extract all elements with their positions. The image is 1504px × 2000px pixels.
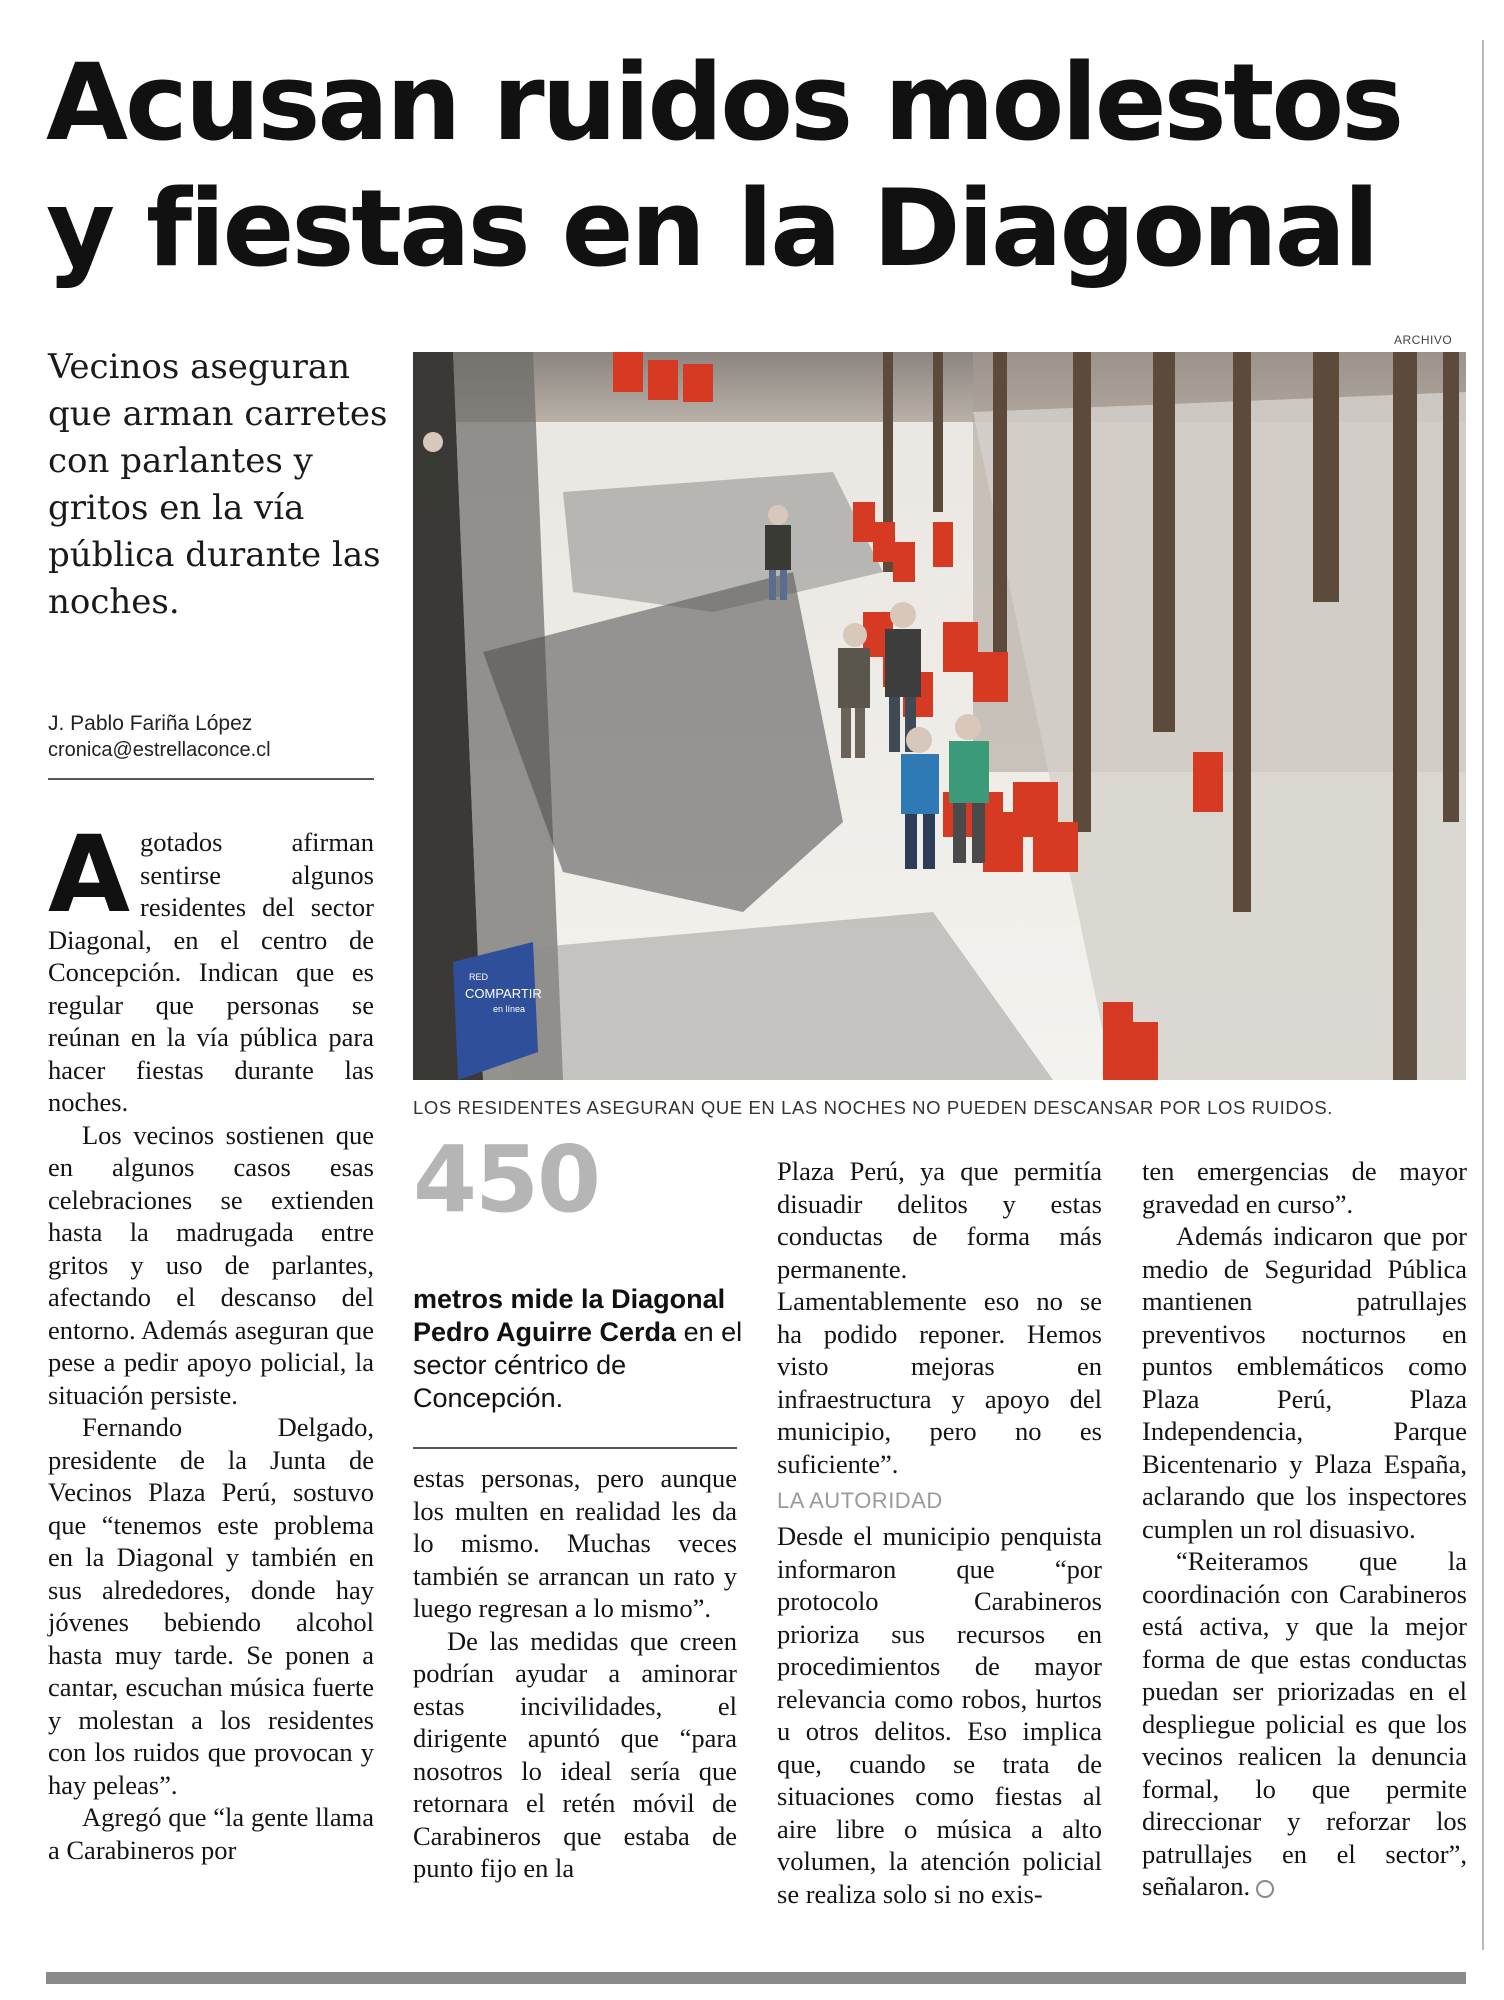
paragraph-2: Los vecinos sostienen que en algunos casos esas celebraciones se extienden hasta la madrugada entre gritos y uso de parlantes, afectando el descanso del entorno. Además aseguran que pese a pedir apoyo policial, la situación persiste.: [48, 1119, 374, 1410]
end-mark-icon: [1256, 1880, 1274, 1898]
article-column-4: [1142, 1155, 1467, 1903]
paragraph-6: De las medidas que creen podrían ayudar a aminorar estas incivilidades, el dirigente apuntó que “para nosotros lo ideal sería que retornara el retén móvil de Carabineros que estaba de punto fijo en la: [413, 1625, 737, 1883]
article-column-1: [48, 813, 374, 1866]
photo-caption: LOS RESIDENTES ASEGURAN QUE EN LAS NOCHES NO PUEDEN DESCANSAR POR LOS RUIDOS.: [413, 1097, 1334, 1118]
article-column-3-cont: [777, 1520, 1102, 1910]
sign-line-2: COMPARTIR: [465, 986, 542, 1001]
section-subhead: LA AUTORIDAD: [777, 1488, 943, 1513]
sign-line-1: RED: [469, 972, 489, 982]
paragraph-1-text: gotados afirman sentirse algunos residentes del sector Diagonal, en el centro de Concepción. Indican que es regular que personas se reúnan en la vía pública para hacer fiestas durante las noches.: [48, 827, 374, 1117]
paragraph-11: [1142, 1545, 1467, 1903]
byline: [48, 710, 271, 764]
stat-divider: [413, 1447, 737, 1449]
paragraph-1: [48, 813, 374, 1119]
headline: [46, 40, 1486, 292]
paragraph-11-text: “Reiteramos que la coordinación con Carabineros está activa, y que la mejor forma de que estas conductas puedan ser priorizadas en el despliegue policial es que los vecinos realicen la denuncia formal, lo que permite direccionar y reforzar los patrullajes en el sector”, señalaron.: [1142, 1546, 1467, 1901]
byline-email[interactable]: cronica@estrellaconce.cl: [48, 739, 271, 761]
page-edge-line: [1482, 40, 1484, 1950]
byline-divider: [48, 778, 374, 780]
bottom-bar: [46, 1972, 1466, 1984]
sign-line-3: en línea: [493, 1004, 526, 1014]
paragraph-8: Desde el municipio penquista informaron que “por protocolo Carabineros prioriza sus recursos en procedimientos de mayor relevancia como robos, hurtos u otros delitos. Eso implica que, cuando se trata de situaciones como fiestas al aire libre o música a alto volumen, la atención policial se realiza solo si no exis-: [777, 1521, 1102, 1909]
headline-line-2: y fiestas en la Diagonal: [46, 167, 1377, 290]
photo-credit: ARCHIVO: [1394, 333, 1453, 347]
article-photo: [413, 352, 1466, 1080]
stat-rest: en el sector céntrico de Concepción.: [413, 1317, 743, 1413]
stat-bold: metros mide la Diagonal Pedro Aguirre Cerda: [413, 1284, 726, 1347]
dek-subtitle: Vecinos aseguran que arman carretes con parlantes y gritos en la vía pública durante las noches.: [48, 347, 388, 622]
paragraph-10: Además indicaron que por medio de Seguridad Pública mantienen patrullajes preventivos nocturnos en puntos emblemáticos como Plaza Perú, Plaza Independencia, Parque Bicentenario y Plaza España, aclarando que los inspectores cumplen un rol disuasivo.: [1142, 1221, 1467, 1544]
drop-cap: A: [48, 813, 131, 936]
byline-author: J. Pablo Fariña López: [48, 712, 253, 735]
paragraph-4: Agregó que “la gente llama a Carabineros por: [48, 1802, 374, 1865]
paragraph-5: estas personas, pero aunque los multen en realidad les da lo mismo. Muchas veces también se arrancan un rato y luego regresan a lo mismo”.: [413, 1463, 737, 1623]
paragraph-9: ten emergencias de mayor gravedad en curso”.: [1142, 1156, 1467, 1219]
stat-description: [413, 1283, 743, 1415]
article-column-3: [777, 1155, 1102, 1480]
headline-line-1: Acusan ruidos molestos: [46, 41, 1402, 164]
paragraph-7: Plaza Perú, ya que permitía disuadir delitos y estas conductas de forma más permanente. Lamentablemente eso no se ha podido reponer. Hemos visto mejoras en infraestructura y apoyo del municipio, pero no es suficiente”.: [777, 1156, 1102, 1479]
article-column-2: [413, 1462, 737, 1885]
plaza-photo-illustration: [413, 352, 1466, 1080]
stat-number: 450: [413, 1126, 600, 1233]
paragraph-3: Fernando Delgado, presidente de la Junta de Vecinos Plaza Perú, sostuvo que “tenemos este problema en la Diagonal y también en sus alrededores, donde hay jóvenes bebiendo alcohol hasta muy tarde. Se ponen a cantar, escuchan música fuerte y molestan a los residentes con los ruidos que provocan y hay peleas”.: [48, 1412, 374, 1800]
